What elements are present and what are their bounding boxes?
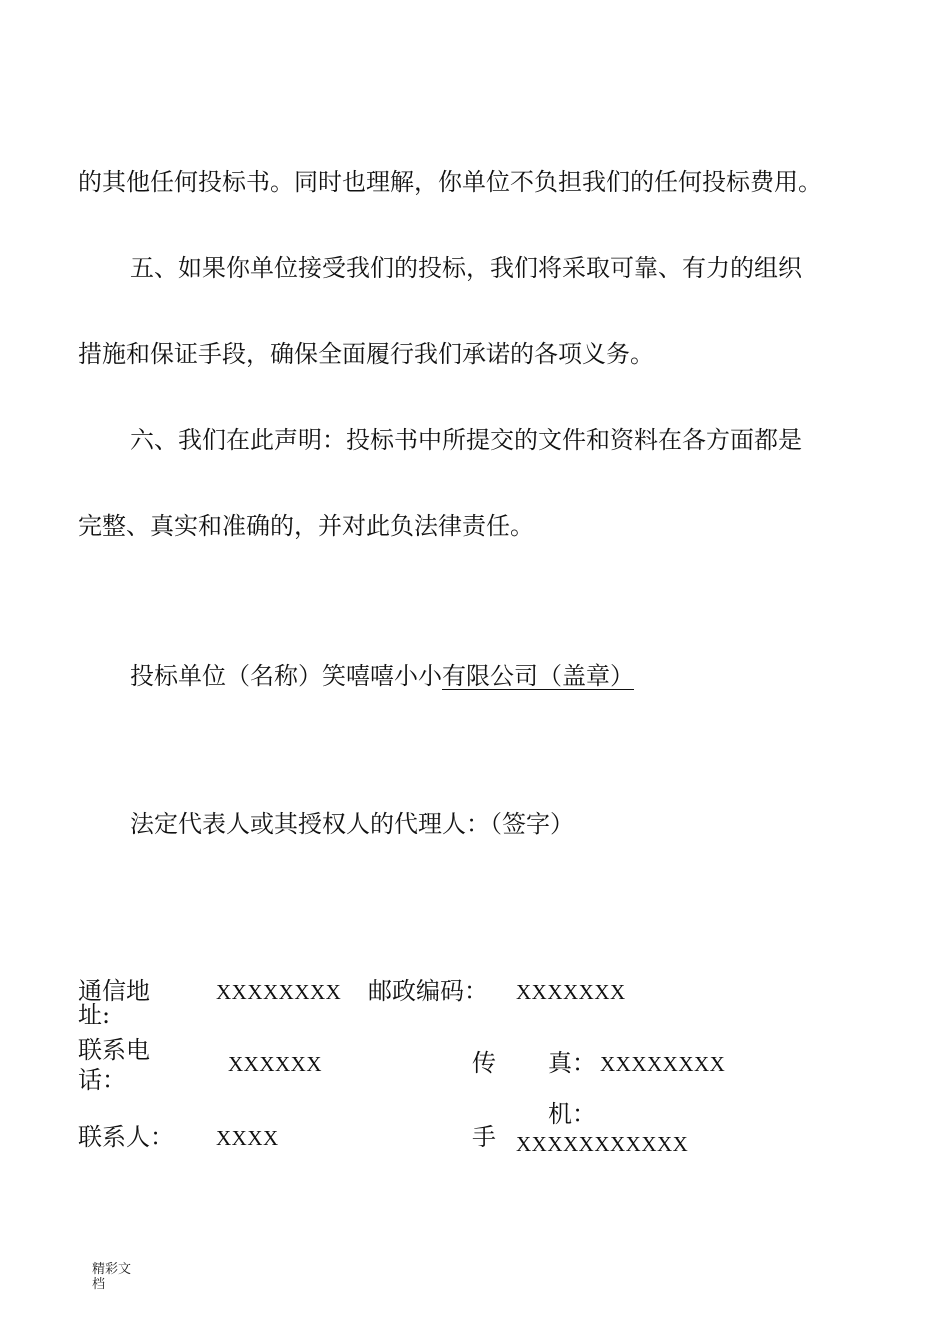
address-value: XXXXXXXX — [216, 980, 342, 1004]
bidder-name-prefix: 投标单位（名称）笑嘻嘻小小 — [130, 662, 442, 690]
phone-label: 联系电 — [78, 1036, 150, 1064]
bidder-name-suffix: 有限公司（盖章） — [442, 662, 634, 690]
paragraph-line: 五、如果你单位接受我们的投标，我们将采取可靠、有力的组织 — [130, 254, 802, 282]
paragraph-line: 完整、真实和准确的，并对此负法律责任。 — [78, 512, 534, 540]
phone-value: XXXXXX — [228, 1052, 322, 1076]
representative-line: 法定代表人或其授权人的代理人：（签字） — [130, 810, 574, 838]
paragraph-line: 措施和保证手段，确保全面履行我们承诺的各项义务。 — [78, 340, 654, 368]
watermark-line: 档 — [92, 1277, 106, 1292]
mobile-label-cont: 机： — [548, 1100, 596, 1128]
address-label-cut: 址: — [78, 1001, 111, 1029]
postal-code-label: 邮政编码： — [368, 977, 488, 1005]
fax-value: XXXXXXXX — [600, 1052, 726, 1076]
mobile-value: XXXXXXXXXXX — [516, 1132, 689, 1156]
mobile-label: 手 — [472, 1123, 496, 1151]
paragraph-line: 六、我们在此声明：投标书中所提交的文件和资料在各方面都是 — [130, 426, 802, 454]
address-label: 通信地 — [78, 977, 150, 1005]
bidder-line — [130, 660, 634, 692]
contact-person-value: XXXX — [216, 1126, 279, 1150]
phone-label-cont: 话： — [78, 1066, 126, 1094]
paragraph-line: 的其他任何投标书。同时也理解，你单位不负担我们的任何投标费用。 — [78, 168, 822, 196]
contact-person-label: 联系人： — [78, 1123, 174, 1151]
fax-label: 传 — [472, 1049, 496, 1077]
postal-code-value: XXXXXXX — [516, 980, 626, 1004]
watermark-line: 精彩文 — [92, 1262, 132, 1277]
fax-label-cont: 真： — [548, 1049, 596, 1077]
